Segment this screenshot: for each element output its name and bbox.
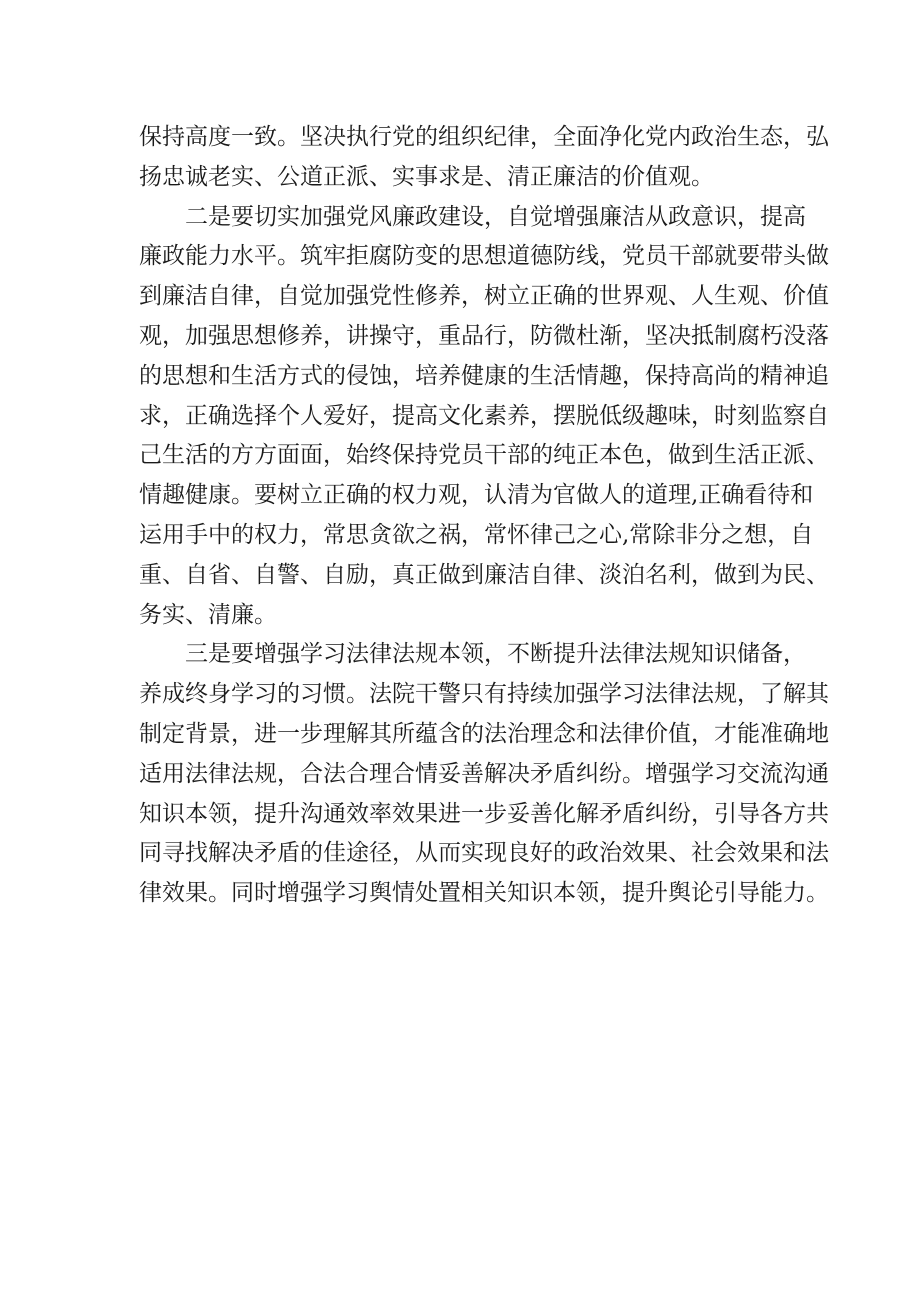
paragraph-3 bbox=[139, 635, 829, 914]
text-line: 保持高度一致。坚决执行党的组织纪律，全面净化党内政治生态，弘 bbox=[139, 124, 829, 150]
text-line: 己生活的方方面面，始终保持党员干部的纯正本色，做到生活正派、 bbox=[139, 442, 829, 469]
text-line: 务实、清廉。 bbox=[139, 601, 277, 628]
text-line: 适用法律法规，合法合理合情妥善解决矛盾纠纷。增强学习交流沟通 bbox=[139, 760, 829, 787]
document-body bbox=[139, 118, 829, 914]
text-line: 扬忠诚老实、公道正派、实事求是、清正廉洁的价值观。 bbox=[139, 163, 714, 190]
text-line: 情趣健康。要树立正确的权力观，认清为官做人的道理,正确看待和 bbox=[139, 482, 814, 509]
paragraph-1 bbox=[139, 118, 829, 198]
text-line: 运用手中的权力，常思贪欲之祸，常怀律己之心,常除非分之想，自 bbox=[139, 521, 814, 548]
text-line: 廉政能力水平。筑牢拒腐防变的思想道德防线，党员干部就要带头做 bbox=[139, 243, 829, 270]
text-line: 的思想和生活方式的侵蚀，培养健康的生活情趣，保持高尚的精神追 bbox=[139, 362, 829, 389]
text-line: 知识本领，提升沟通效率效果进一步妥善化解矛盾纠纷，引导各方共 bbox=[139, 800, 829, 827]
text-line: 到廉洁自律，自觉加强党性修养，树立正确的世界观、人生观、价值 bbox=[139, 283, 829, 310]
text-line: 求，正确选择个人爱好，提高文化素养，摆脱低级趣味，时刻监察自 bbox=[139, 402, 829, 429]
text-line: 二是要切实加强党风廉政建设，自觉增强廉洁从政意识，提高 bbox=[185, 203, 806, 230]
paragraph-2 bbox=[139, 198, 829, 636]
text-line: 三是要增强学习法律法规本领，不断提升法律法规知识储备， bbox=[185, 641, 806, 668]
text-line: 制定背景，进一步理解其所蕴含的法治理念和法律价值，才能准确地 bbox=[139, 720, 829, 747]
text-line: 重、自省、自警、自励，真正做到廉洁自律、淡泊名利，做到为民、 bbox=[139, 561, 829, 588]
text-line: 观，加强思想修养，讲操守，重品行，防微杜渐，坚决抵制腐朽没落 bbox=[139, 322, 829, 349]
text-line: 律效果。同时增强学习舆情处置相关知识本领，提升舆论引导能力。 bbox=[139, 880, 829, 907]
text-line: 养成终身学习的习惯。法院干警只有持续加强学习法律法规，了解其 bbox=[139, 681, 829, 708]
text-line: 同寻找解决矛盾的佳途径，从而实现良好的政治效果、社会效果和法 bbox=[139, 840, 829, 867]
